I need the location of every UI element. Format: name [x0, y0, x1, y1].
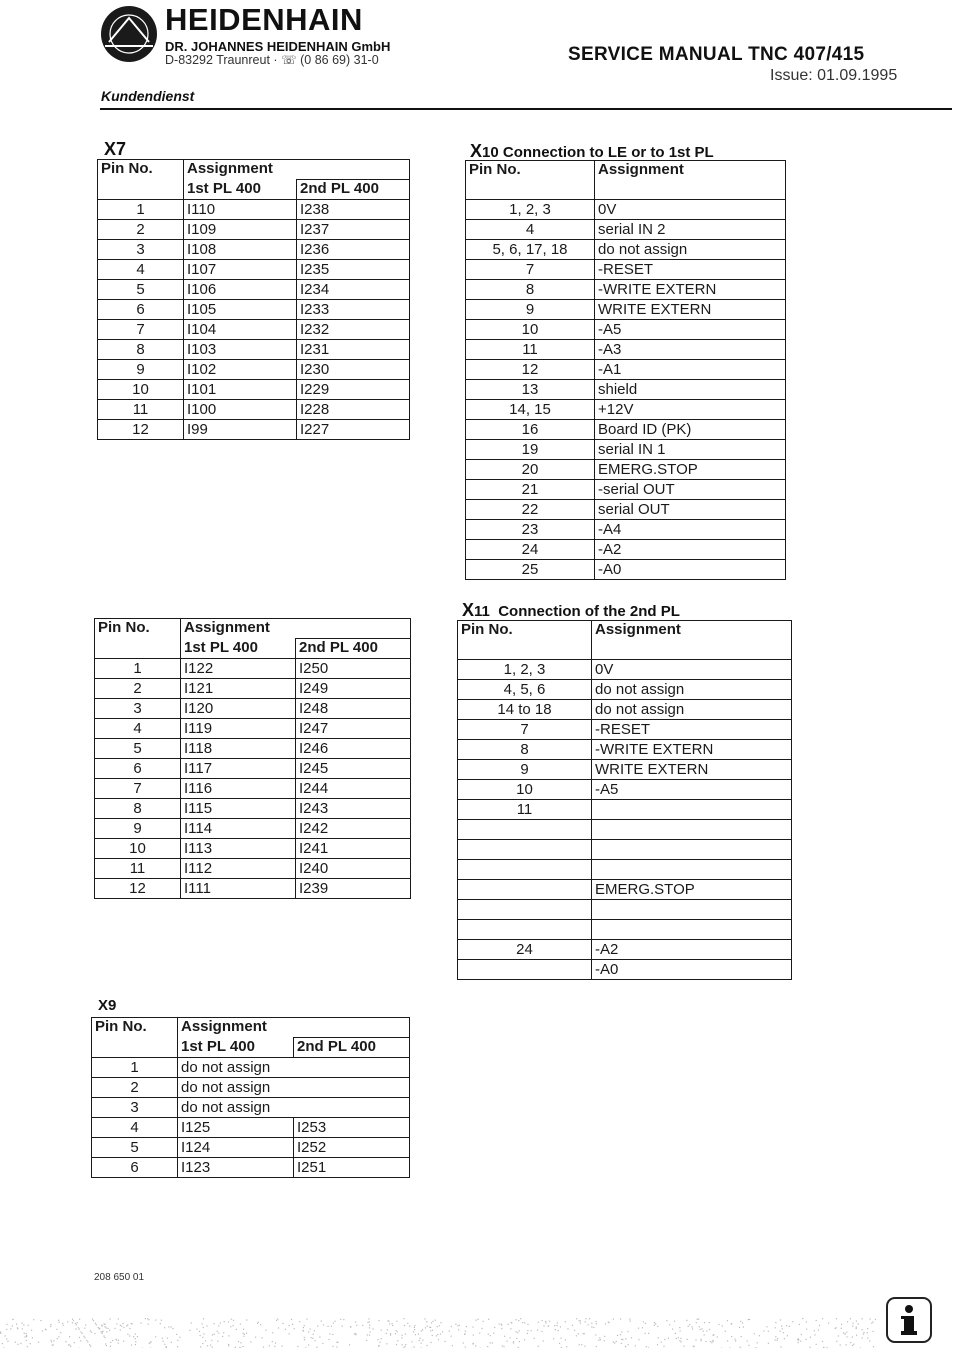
pl1-header: 1st PL 400	[178, 1038, 294, 1058]
pin-cell: 1	[95, 659, 181, 679]
x10-caption: X10 Connection to LE or to 1st PL	[470, 141, 714, 161]
pin-cell: 11	[98, 400, 184, 420]
pin-no-header: Pin No.	[92, 1018, 178, 1058]
pin-cell: 1, 2, 3	[466, 200, 595, 220]
assignment-cell: EMERG.STOP	[595, 460, 786, 480]
pl2-assignment-cell: I239	[296, 879, 411, 899]
pl2-assignment-cell: I243	[296, 799, 411, 819]
pl1-assignment-cell: I116	[181, 779, 296, 799]
assignment-cell: do not assign	[595, 240, 786, 260]
pin-cell: 22	[466, 500, 595, 520]
pin-cell: 4	[92, 1118, 178, 1138]
assignment-cell: 0V	[592, 660, 792, 680]
table-row	[458, 660, 792, 680]
assignment-header: Assignment	[592, 621, 792, 660]
table-row	[95, 779, 411, 799]
table-row	[95, 699, 411, 719]
assignment-cell	[592, 860, 792, 880]
pl2-assignment-cell: I236	[297, 240, 410, 260]
table-row	[466, 340, 786, 360]
pin-cell: 8	[95, 799, 181, 819]
pin-cell: 10	[98, 380, 184, 400]
assignment-cell: WRITE EXTERN	[592, 760, 792, 780]
assignment-cell: -RESET	[595, 260, 786, 280]
table-row	[466, 400, 786, 420]
pin-no-header: Pin No.	[458, 621, 592, 660]
pin-cell: 9	[95, 819, 181, 839]
brand-company: DR. JOHANNES HEIDENHAIN GmbH	[165, 39, 391, 54]
pin-cell: 11	[95, 859, 181, 879]
pin-cell: 10	[458, 780, 592, 800]
pl2-assignment-cell: I231	[297, 340, 410, 360]
pl1-assignment-cell: I123	[178, 1158, 294, 1178]
pl1-assignment-cell: I108	[184, 240, 297, 260]
pl1-assignment-cell: I106	[184, 280, 297, 300]
assignment-cell: -A4	[595, 520, 786, 540]
pl2-assignment-cell: I229	[297, 380, 410, 400]
table-row	[458, 680, 792, 700]
pl1-assignment-cell: I100	[184, 400, 297, 420]
pl2-assignment-cell: I234	[297, 280, 410, 300]
pl2-assignment-cell: I233	[297, 300, 410, 320]
table-row	[95, 659, 411, 679]
table-row	[458, 780, 792, 800]
table-row	[466, 260, 786, 280]
x11-caption: X11 Connection of the 2nd PL	[462, 600, 680, 620]
pin-cell: 3	[95, 699, 181, 719]
pl1-assignment-cell: I124	[178, 1138, 294, 1158]
pin-cell: 1, 2, 3	[458, 660, 592, 680]
pin-cell: 16	[466, 420, 595, 440]
pl2-assignment-cell: I253	[294, 1118, 410, 1138]
table-row	[458, 840, 792, 860]
table-row	[92, 1058, 410, 1078]
assignment-cell: Board ID (PK)	[595, 420, 786, 440]
pl1-assignment-cell: I113	[181, 839, 296, 859]
pl2-assignment-cell: I238	[297, 200, 410, 220]
table-row	[466, 300, 786, 320]
pin-cell: 8	[458, 740, 592, 760]
assignment-cell: do not assign	[592, 700, 792, 720]
pin-cell: 23	[466, 520, 595, 540]
pin-cell: 24	[466, 540, 595, 560]
assignment-cell: -A0	[592, 960, 792, 980]
pl2-header: 2nd PL 400	[297, 180, 410, 200]
pin-cell: 2	[95, 679, 181, 699]
assignment-header: Assignment	[595, 161, 786, 200]
pin-cell: 8	[466, 280, 595, 300]
pin-no-header: Pin No.	[98, 160, 184, 200]
assignment-cell: -RESET	[592, 720, 792, 740]
assignment-cell: -A0	[595, 560, 786, 580]
pl2-assignment-cell: I249	[296, 679, 411, 699]
table-row	[466, 200, 786, 220]
pin-cell: 6	[92, 1158, 178, 1178]
pin-cell: 6	[98, 300, 184, 320]
pin-cell: 3	[92, 1098, 178, 1118]
table-row	[458, 740, 792, 760]
pin-cell: 13	[466, 380, 595, 400]
pl2-assignment-cell: I250	[296, 659, 411, 679]
pin-cell: 24	[458, 940, 592, 960]
table-row	[458, 820, 792, 840]
pin-cell: 10	[95, 839, 181, 859]
pl2-assignment-cell: I232	[297, 320, 410, 340]
pin-cell: 7	[458, 720, 592, 740]
table-row	[98, 320, 410, 340]
table-row	[466, 320, 786, 340]
table-row	[92, 1078, 410, 1098]
pl2-header: 2nd PL 400	[294, 1038, 410, 1058]
pl1-assignment-cell: I109	[184, 220, 297, 240]
table-row	[458, 860, 792, 880]
pl2-assignment-cell: I252	[294, 1138, 410, 1158]
table-row	[98, 220, 410, 240]
assignment-cell: -serial OUT	[595, 480, 786, 500]
table-row	[466, 460, 786, 480]
pin-cell: 7	[466, 260, 595, 280]
table-row	[98, 240, 410, 260]
pin-cell: 6	[95, 759, 181, 779]
assignment-cell: -A5	[595, 320, 786, 340]
x9-table	[91, 1017, 410, 1178]
table-row	[98, 380, 410, 400]
pl1-assignment-cell: I102	[184, 360, 297, 380]
pin-cell: 20	[466, 460, 595, 480]
table-row	[466, 240, 786, 260]
assignment-header: Assignment	[181, 619, 411, 639]
pin-cell	[458, 960, 592, 980]
table-row	[458, 880, 792, 900]
table-row	[98, 420, 410, 440]
pin-cell: 5	[95, 739, 181, 759]
pl2-header: 2nd PL 400	[296, 639, 411, 659]
x7-caption: X7	[104, 139, 127, 159]
info-icon	[886, 1297, 932, 1343]
pl2-assignment-cell: I244	[296, 779, 411, 799]
table-row	[95, 719, 411, 739]
pl1-assignment-cell: I111	[181, 879, 296, 899]
table-row	[98, 340, 410, 360]
assignment-cell	[592, 800, 792, 820]
pin-cell: 25	[466, 560, 595, 580]
pl1-assignment-cell: I107	[184, 260, 297, 280]
pl1-assignment-cell: I119	[181, 719, 296, 739]
table-row	[458, 900, 792, 920]
table-row	[458, 960, 792, 980]
x7-table	[97, 159, 410, 440]
table-row	[458, 760, 792, 780]
pl2-assignment-cell: I235	[297, 260, 410, 280]
pl2-assignment-cell: I230	[297, 360, 410, 380]
pin-cell: 1	[92, 1058, 178, 1078]
table-row	[466, 220, 786, 240]
table-row	[98, 360, 410, 380]
pl1-assignment-cell: I99	[184, 420, 297, 440]
assignment-cell	[592, 820, 792, 840]
pl1-assignment-cell: I114	[181, 819, 296, 839]
pl2-assignment-cell: I240	[296, 859, 411, 879]
pin-cell: 5	[98, 280, 184, 300]
x11-table	[457, 620, 792, 980]
pl1-assignment-cell: I121	[181, 679, 296, 699]
pl1-assignment-cell: I118	[181, 739, 296, 759]
pl1-assignment-cell: do not assign	[178, 1058, 410, 1078]
assignment-cell	[592, 920, 792, 940]
table-row	[98, 260, 410, 280]
assignment-cell: EMERG.STOP	[592, 880, 792, 900]
brand-address: D-83292 Traunreut · ☏ (0 86 69) 31-0	[165, 53, 379, 67]
pin-cell: 7	[98, 320, 184, 340]
pin-cell: 2	[92, 1078, 178, 1098]
table-row	[95, 819, 411, 839]
pl2-assignment-cell: I237	[297, 220, 410, 240]
pin-cell: 7	[95, 779, 181, 799]
department-label: Kundendienst	[101, 88, 195, 104]
table-row	[98, 300, 410, 320]
pin-cell: 21	[466, 480, 595, 500]
pin-cell: 10	[466, 320, 595, 340]
manual-title: SERVICE MANUAL TNC 407/415	[568, 44, 865, 65]
pin-cell	[458, 820, 592, 840]
pin-cell: 14 to 18	[458, 700, 592, 720]
pin-cell	[458, 860, 592, 880]
table-row	[458, 940, 792, 960]
x9-caption: X9	[98, 997, 117, 1014]
pin-cell: 3	[98, 240, 184, 260]
table-row	[466, 540, 786, 560]
pin-cell: 4	[95, 719, 181, 739]
pin-cell: 4	[466, 220, 595, 240]
pin-cell: 12	[95, 879, 181, 899]
assignment-cell	[592, 840, 792, 860]
table-row	[466, 360, 786, 380]
pin-cell: 9	[458, 760, 592, 780]
assignment-cell: serial IN 2	[595, 220, 786, 240]
header-divider	[100, 108, 952, 110]
assignment-cell: shield	[595, 380, 786, 400]
table-row	[458, 700, 792, 720]
pin-cell: 5, 6, 17, 18	[466, 240, 595, 260]
table-row	[466, 500, 786, 520]
pl1-assignment-cell: I120	[181, 699, 296, 719]
table-row	[98, 200, 410, 220]
table-row	[95, 679, 411, 699]
table-row	[98, 400, 410, 420]
pin-cell: 11	[466, 340, 595, 360]
issue-date: Issue: 01.09.1995	[770, 67, 898, 84]
table-row	[466, 420, 786, 440]
assignment-cell: +12V	[595, 400, 786, 420]
x8-table	[94, 618, 411, 899]
table-row	[466, 480, 786, 500]
assignment-cell: -WRITE EXTERN	[592, 740, 792, 760]
table-row	[98, 280, 410, 300]
pin-cell	[458, 880, 592, 900]
assignment-header: Assignment	[178, 1018, 410, 1038]
pl2-assignment-cell: I251	[294, 1158, 410, 1178]
pl1-assignment-cell: I101	[184, 380, 297, 400]
pin-cell: 1	[98, 200, 184, 220]
pin-cell: 9	[466, 300, 595, 320]
assignment-cell: 0V	[595, 200, 786, 220]
pl1-assignment-cell: I103	[184, 340, 297, 360]
assignment-cell: -A1	[595, 360, 786, 380]
assignment-cell: do not assign	[592, 680, 792, 700]
pin-cell: 14, 15	[466, 400, 595, 420]
table-row	[95, 739, 411, 759]
assignment-cell: -A5	[592, 780, 792, 800]
assignment-cell: serial OUT	[595, 500, 786, 520]
pin-cell: 4, 5, 6	[458, 680, 592, 700]
table-row	[92, 1158, 410, 1178]
pl1-assignment-cell: I115	[181, 799, 296, 819]
pl1-header: 1st PL 400	[181, 639, 296, 659]
table-row	[95, 879, 411, 899]
assignment-cell: -A2	[595, 540, 786, 560]
pin-cell	[458, 920, 592, 940]
pl2-assignment-cell: I241	[296, 839, 411, 859]
pl1-assignment-cell: I105	[184, 300, 297, 320]
pl2-assignment-cell: I227	[297, 420, 410, 440]
brand-name: HEIDENHAIN	[165, 2, 363, 37]
pl2-assignment-cell: I245	[296, 759, 411, 779]
document-code: 208 650 01	[94, 1272, 145, 1283]
table-row	[92, 1118, 410, 1138]
table-row	[92, 1138, 410, 1158]
pin-cell: 8	[98, 340, 184, 360]
table-row	[458, 800, 792, 820]
heidenhain-logo-icon	[101, 6, 157, 62]
table-row	[95, 799, 411, 819]
scan-noise-strip	[0, 1318, 880, 1348]
pl1-assignment-cell: I117	[181, 759, 296, 779]
assignment-cell: -A3	[595, 340, 786, 360]
assignment-cell: serial IN 1	[595, 440, 786, 460]
assignment-cell	[592, 900, 792, 920]
table-row	[458, 920, 792, 940]
assignment-cell: -WRITE EXTERN	[595, 280, 786, 300]
pl1-assignment-cell: I122	[181, 659, 296, 679]
pl1-assignment-cell: do not assign	[178, 1078, 410, 1098]
assignment-header: Assignment	[184, 160, 410, 180]
table-row	[466, 380, 786, 400]
pl2-assignment-cell: I248	[296, 699, 411, 719]
pl2-assignment-cell: I247	[296, 719, 411, 739]
pl1-assignment-cell: I112	[181, 859, 296, 879]
table-row	[466, 520, 786, 540]
pl1-assignment-cell: I104	[184, 320, 297, 340]
table-row	[95, 859, 411, 879]
pin-cell: 4	[98, 260, 184, 280]
table-row	[466, 280, 786, 300]
pl2-assignment-cell: I246	[296, 739, 411, 759]
pin-no-header: Pin No.	[466, 161, 595, 200]
pin-cell: 5	[92, 1138, 178, 1158]
table-row	[466, 440, 786, 460]
pin-cell: 9	[98, 360, 184, 380]
pin-cell	[458, 900, 592, 920]
assignment-cell: WRITE EXTERN	[595, 300, 786, 320]
table-row	[95, 759, 411, 779]
table-row	[92, 1098, 410, 1118]
pin-cell: 12	[98, 420, 184, 440]
pl1-assignment-cell: I125	[178, 1118, 294, 1138]
pin-cell: 19	[466, 440, 595, 460]
pl2-assignment-cell: I242	[296, 819, 411, 839]
pl1-assignment-cell: I110	[184, 200, 297, 220]
pin-cell: 11	[458, 800, 592, 820]
pin-no-header: Pin No.	[95, 619, 181, 659]
pl2-assignment-cell: I228	[297, 400, 410, 420]
x10-table	[465, 160, 786, 580]
pl1-assignment-cell: do not assign	[178, 1098, 410, 1118]
pl1-header: 1st PL 400	[184, 180, 297, 200]
pin-cell: 2	[98, 220, 184, 240]
pin-cell	[458, 840, 592, 860]
table-row	[466, 560, 786, 580]
pin-cell: 12	[466, 360, 595, 380]
table-row	[95, 839, 411, 859]
table-row	[458, 720, 792, 740]
assignment-cell: -A2	[592, 940, 792, 960]
